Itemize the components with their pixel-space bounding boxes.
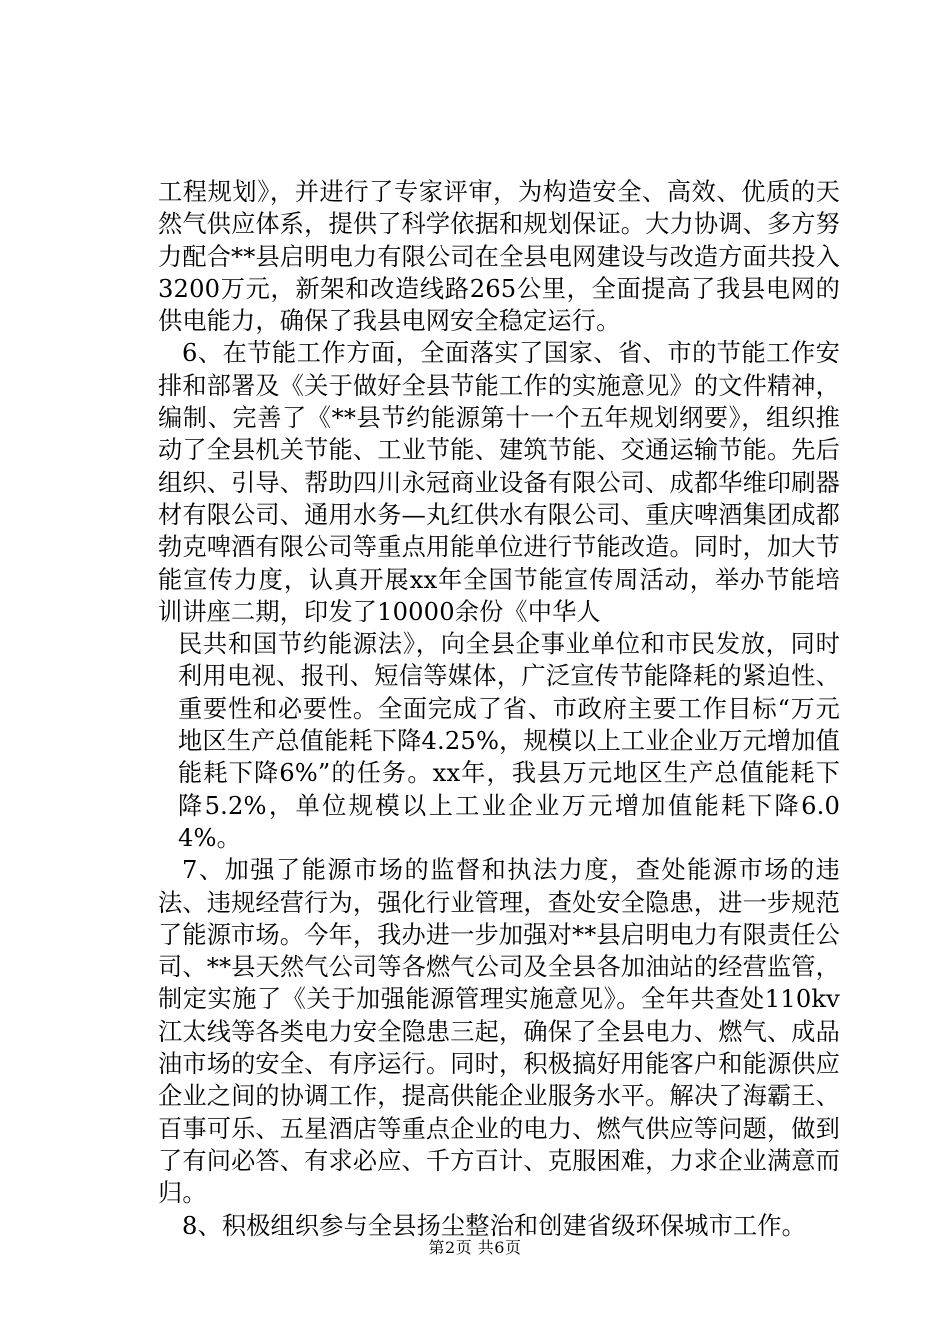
page-footer: 第2页 共6页 bbox=[428, 1238, 522, 1257]
paragraph-4: 7、加强了能源市场的监督和执法力度，查处能源市场的违法、违规经营行为，强化行业管理，查处安全隐患，进一步规范了能源市场。今年，我办进一步加强对**县启明电力有限责任公司、**县天然气公司等各燃气公司及全县各加油站的经营监管，制定实施了《关于加强能源管理实施意见》。全年共查处110kv江太线等各类电力安全隐患三起，确保了全县电力、燃气、成品油市场的安全、有序运行。同时，积极搞好用能客户和能源供应企业之间的协调工作，提高供能企业服务水平。解决了海霸王、百事可乐、五星酒店等重点企业的电力、燃气供应等问题，做到了有问必答、有求必应、千方百计、克服困难，力求企业满意而归。 bbox=[158, 856, 840, 1208]
document-body bbox=[158, 176, 840, 1242]
paragraph-1: 工程规划》，并进行了专家评审，为构造安全、高效、优质的天然气供应体系，提供了科学依据和规划保证。大力协调、多方努力配合**县启明电力有限公司在全县电网建设与改造方面共投入3200万元，新架和改造线路265公里，全面提高了我县电网的供电能力，确保了我县电网安全稳定运行。 bbox=[158, 178, 840, 336]
paragraph-3: 民共和国节约能源法》，向全县企事业单位和市民发放，同时利用电视、报刊、短信等媒体，广泛宣传节能降耗的紧迫性、重要性和必要性。全面完成了省、市政府主要工作目标“万元地区生产总值能耗下降4.25%，规模以上工业企业万元增加值能耗下降6%”的任务。xx年，我县万元地区生产总值能耗下降5.2%，单位规模以上工业企业万元增加值能耗下降6.04%。 bbox=[178, 630, 840, 852]
paragraph-2: 6、在节能工作方面，全面落实了国家、省、市的节能工作安排和部署及《关于做好全县节能工作的实施意见》的文件精神，编制、完善了《**县节约能源第十一个五年规划纲要》，组织推动了全县机关节能、工业节能、建筑节能、交通运输节能。先后组织、引导、帮助四川永冠商业设备有限公司、成都华维印刷器材有限公司、通用水务—丸红供水有限公司、重庆啤酒集团成都勃克啤酒有限公司等重点用能单位进行节能改造。同时，加大节能宣传力度，认真开展xx年全国节能宣传周活动，举办节能培训讲座二期，印发了10000余份《中华人 bbox=[158, 339, 840, 626]
paragraph-5: 8、积极组织参与全县扬尘整治和创建省级环保城市工作。 bbox=[182, 1211, 806, 1240]
